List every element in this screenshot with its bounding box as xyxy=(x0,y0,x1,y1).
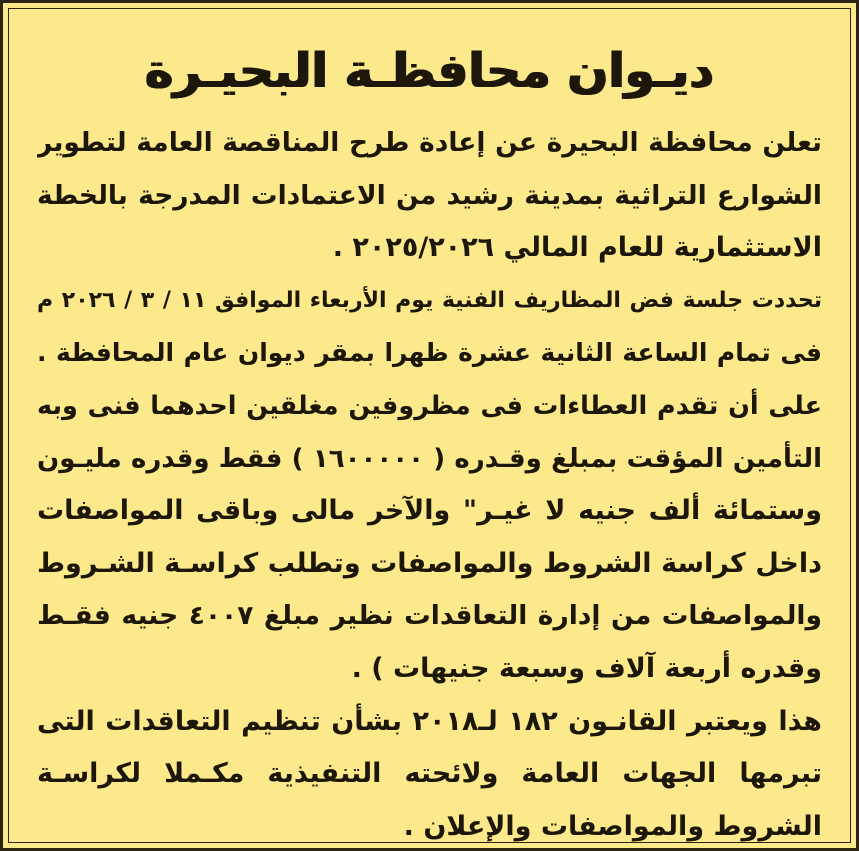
text-line: وستمائة ألف جنيه لا غيـر" والآخر مالى وباقى المواصفات xyxy=(37,495,822,527)
announcement-body xyxy=(37,117,822,851)
text-line: تحددت جلسة فض المظاريف الفنية يوم الأربعاء الموافق ١١ / ٣ / ٢٠٢٦ م xyxy=(37,287,822,313)
text-line: على أن تقدم العطاءات فى مظروفين مغلقين احدهما فنى وبه xyxy=(37,390,822,421)
text-line: الاستثمارية للعام المالي ٢٠٢٥/٢٠٢٦ . xyxy=(332,232,822,264)
text-line: التأمين المؤقت بمبلغ وقـدره ( ١٦٠٠٠٠٠ ) فقط وقدره مليـون xyxy=(37,443,822,474)
text-line: والمواصفات من إدارة التعاقدات نظير مبلغ ٤٠٠٧ جنيه فقـط xyxy=(37,600,822,632)
text-line: تعلن محافظة البحيرة عن إعادة طرح المناقصة العامة لتطوير xyxy=(37,127,822,158)
text-line: الشروط والمواصفات والإعلان . xyxy=(403,810,822,842)
page-title: ديـوان محافظـة البحيـرة xyxy=(145,43,714,99)
text-line: تبرمها الجهات العامة ولائحته التنفيذية مكـملا لكراسـة xyxy=(37,758,822,790)
text-line: وقدره أربعة آلاف وسبعة جنيهات ) . xyxy=(351,652,822,684)
text-line: الشوارع التراثية بمدينة رشيد من الاعتمادات المدرجة بالخطة xyxy=(37,179,822,211)
text-line: داخل كراسة الشروط والمواصفات وتطلب كراسـة الشـروط xyxy=(37,547,822,579)
text-line: هذا ويعتبر القانـون ١٨٢ لـ٢٠١٨ بشأن تنظيم التعاقدات التى xyxy=(37,705,822,737)
text-line: فى تمام الساعة الثانية عشرة ظهرا بمقر ديوان عام المحافظة . xyxy=(37,338,822,368)
